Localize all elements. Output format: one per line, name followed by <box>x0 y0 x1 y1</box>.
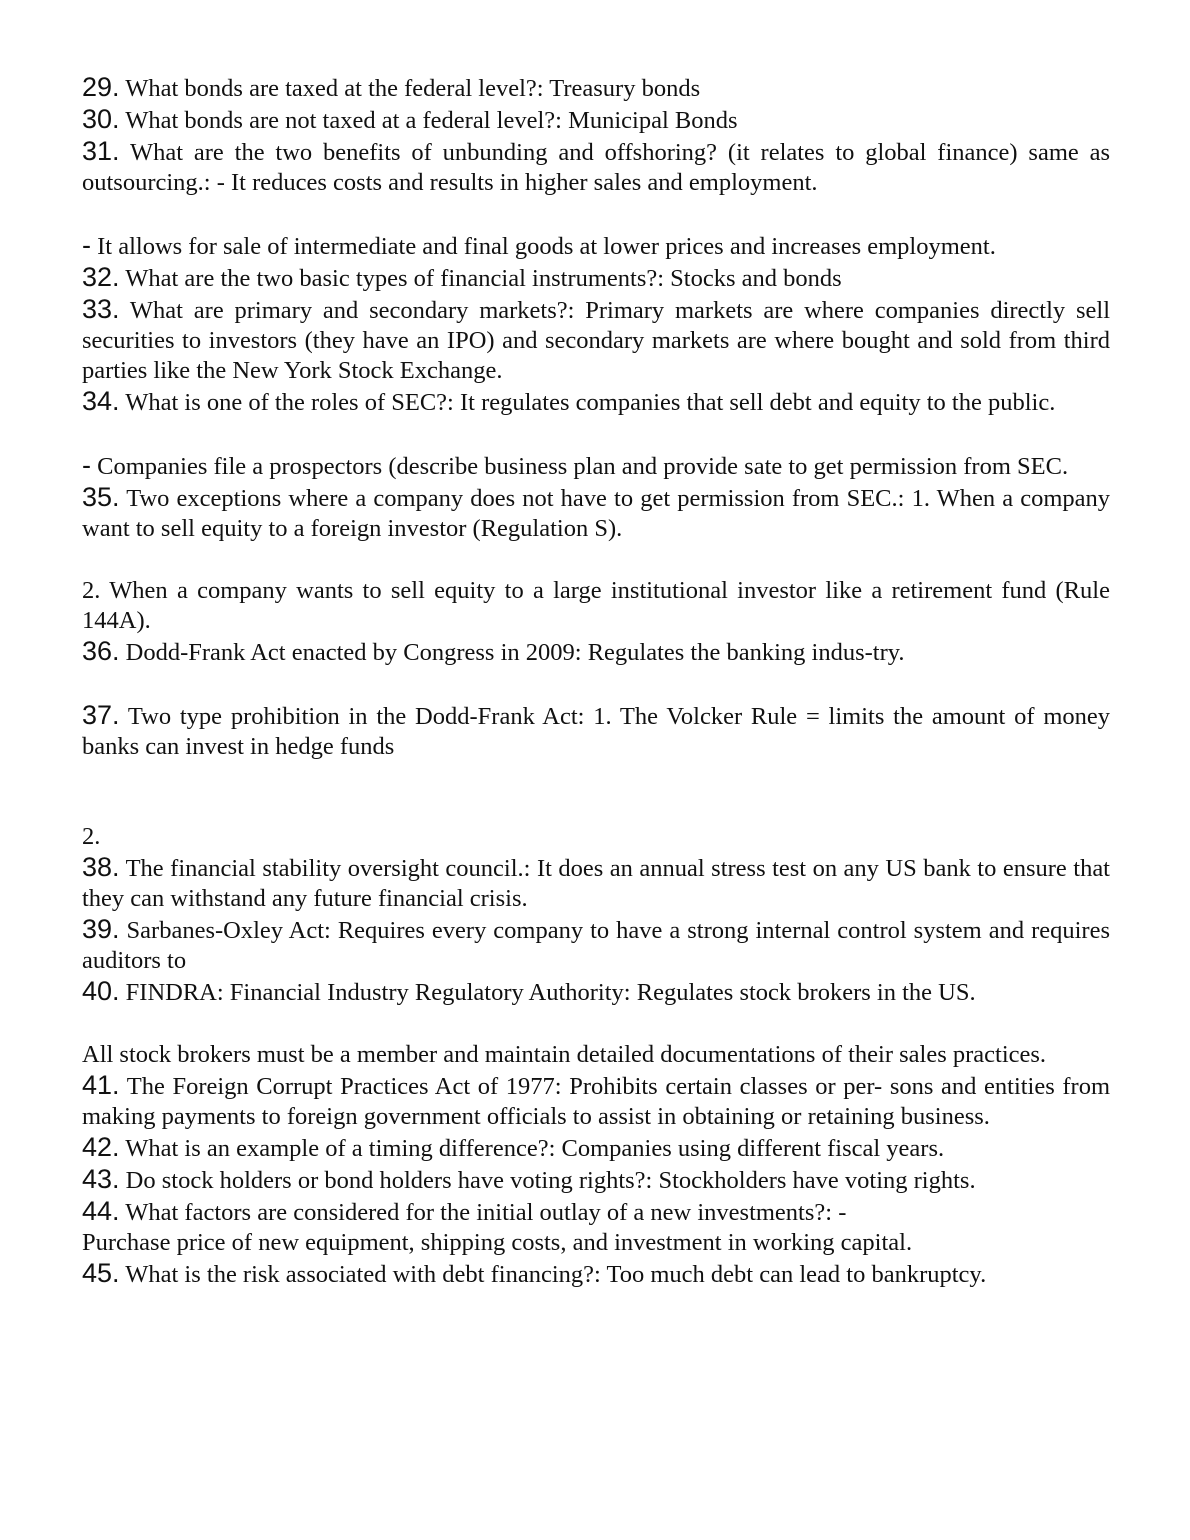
item-29 <box>82 72 1110 104</box>
item-text: The Foreign Corrupt Practices Act of 1977: Prohibits certain classes or per- sons and entities from making payments to foreign government officials to assist in obtaining or retaining business. <box>82 1073 1111 1130</box>
paragraph-gap <box>82 198 1110 230</box>
dash-bullet: - <box>82 230 91 260</box>
item-35-continued <box>82 576 1110 636</box>
item-44-continued <box>82 1228 1110 1258</box>
item-text: What is the risk associated with debt financing?: Too much debt can lead to bankruptcy. <box>125 1261 987 1288</box>
item-number: 44. <box>82 1196 120 1226</box>
paragraph-gap <box>82 544 1110 576</box>
item-40-continued <box>82 1040 1110 1070</box>
item-number: 34. <box>82 386 120 416</box>
item-38 <box>82 852 1110 914</box>
item-34 <box>82 386 1110 418</box>
bullet-31 <box>82 230 1110 262</box>
paragraph-gap <box>82 668 1110 700</box>
item-text: What are primary and secondary markets?: Primary markets are where companies directly sell securities to investors (they have an IPO) and secondary markets are where bought and sold from third parties like the New York Stock Exchange. <box>82 297 1110 384</box>
item-number: 40. <box>82 976 120 1006</box>
item-text: 2. When a company wants to sell equity to a large institutional investor like a retirement fund (Rule 144A). <box>82 577 1110 634</box>
item-41 <box>82 1070 1110 1132</box>
item-33 <box>82 294 1110 386</box>
item-number: 35. <box>82 482 120 512</box>
item-number: 45. <box>82 1258 120 1288</box>
item-35 <box>82 482 1110 544</box>
item-text: FINDRA: Financial Industry Regulatory Authority: Regulates stock brokers in the US. <box>125 979 976 1006</box>
dash-bullet: - <box>82 450 91 480</box>
item-text: Purchase price of new equipment, shipping costs, and investment in working capital. <box>82 1229 913 1256</box>
item-number: 43. <box>82 1164 120 1194</box>
item-number: 37. <box>82 700 120 730</box>
item-37-continued <box>82 822 1110 852</box>
item-text: What is an example of a timing difference?: Companies using different fiscal years. <box>125 1135 945 1162</box>
item-text: Do stock holders or bond holders have voting rights?: Stockholders have voting rights. <box>125 1167 976 1194</box>
paragraph-gap <box>82 762 1110 822</box>
item-number: 38. <box>82 852 120 882</box>
item-31 <box>82 136 1110 198</box>
item-text: Dodd-Frank Act enacted by Congress in 2009: Regulates the banking indus-try. <box>125 639 905 666</box>
item-text: Two type prohibition in the Dodd-Frank Act: 1. The Volcker Rule = limits the amount of money banks can invest in hedge funds <box>82 703 1110 760</box>
item-number: 31. <box>82 136 120 166</box>
item-text: Two exceptions where a company does not have to get permission from SEC.: 1. When a company want to sell equity to a foreign investor (Regulation S). <box>82 485 1110 542</box>
item-text: What are the two benefits of unbunding and offshoring? (it relates to global finance) same as outsourcing.: - It reduces costs and results in higher sales and employment. <box>82 139 1111 196</box>
item-30 <box>82 104 1110 136</box>
bullet-34 <box>82 450 1110 482</box>
item-37 <box>82 700 1110 762</box>
item-number: 42. <box>82 1132 120 1162</box>
item-40 <box>82 976 1110 1008</box>
item-text: What bonds are not taxed at a federal level?: Municipal Bonds <box>125 107 738 134</box>
document-page <box>82 72 1110 1290</box>
paragraph-gap <box>82 418 1110 450</box>
paragraph-gap <box>82 1008 1110 1040</box>
item-36 <box>82 636 1110 668</box>
item-text: What are the two basic types of financial instruments?: Stocks and bonds <box>125 265 842 292</box>
item-text: All stock brokers must be a member and maintain detailed documentations of their sales practices. <box>82 1041 1047 1068</box>
item-text: Sarbanes-Oxley Act: Requires every company to have a strong internal control system and requires auditors to <box>82 917 1111 974</box>
item-text: It allows for sale of intermediate and final goods at lower prices and increases employment. <box>97 233 996 260</box>
item-44 <box>82 1196 1110 1228</box>
item-45 <box>82 1258 1110 1290</box>
item-number: 29. <box>82 72 120 102</box>
item-text: Companies file a prospectors (describe business plan and provide sate to get permission from SEC. <box>97 453 1069 480</box>
item-43 <box>82 1164 1110 1196</box>
item-text: The financial stability oversight council.: It does an annual stress test on any US bank to ensure that they can withstand any future financial crisis. <box>82 855 1110 912</box>
item-number: 36. <box>82 636 120 666</box>
item-39 <box>82 914 1110 976</box>
item-number: 41. <box>82 1070 120 1100</box>
item-32 <box>82 262 1110 294</box>
item-text: What bonds are taxed at the federal level?: Treasury bonds <box>125 75 701 102</box>
item-text: 2. <box>82 823 101 850</box>
item-text: What factors are considered for the initial outlay of a new investments?: - <box>125 1199 847 1226</box>
item-number: 33. <box>82 294 120 324</box>
item-text: What is one of the roles of SEC?: It regulates companies that sell debt and equity to the public. <box>125 389 1056 416</box>
item-number: 39. <box>82 914 120 944</box>
item-number: 32. <box>82 262 120 292</box>
item-42 <box>82 1132 1110 1164</box>
item-number: 30. <box>82 104 120 134</box>
